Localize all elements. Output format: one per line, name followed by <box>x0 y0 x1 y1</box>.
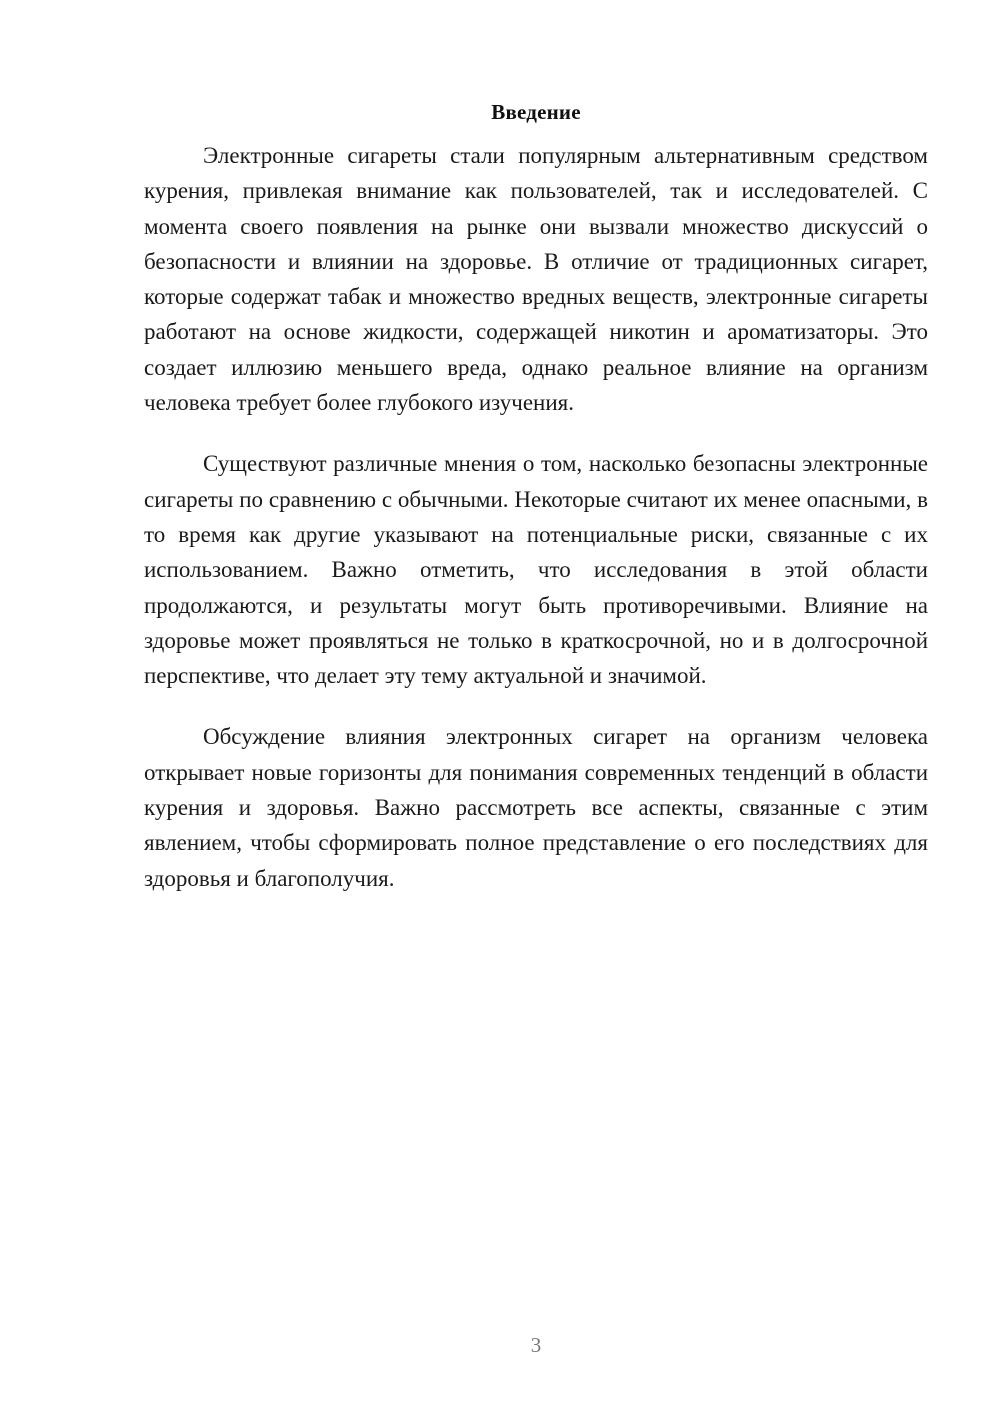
page-content <box>144 96 928 896</box>
intro-paragraph-2: Существуют различные мнения о том, насколько безопасны электронные сигареты по сравнению с обычными. Некоторые считают их менее опасными, в то время как другие указывают на потенциальные риски, связанные с их использованием. Важно отметить, что исследования в этой области продолжаются, и результаты могут быть противоречивыми. Влияние на здоровье может проявляться не только в краткосрочной, но и в долгосрочной перспективе, что делает эту тему актуальной и значимой. <box>144 451 928 689</box>
intro-paragraph-3: Обсуждение влияния электронных сигарет на организм человека открывает новые горизонты для понимания современных тенденций в области курения и здоровья. Важно рассмотреть все аспекты, связанные с этим явлением, чтобы сформировать полное представление о его последствиях для здоровья и благополучия. <box>144 724 928 891</box>
page-number: 3 <box>530 1333 542 1357</box>
section-title: Введение <box>491 100 581 124</box>
intro-paragraph-1: Электронные сигареты стали популярным альтернативным средством курения, привлекая внимание как пользователей, так и исследователей. С момента своего появления на рынке они вызвали множество дискуссий о безопасности и влиянии на здоровье. В отличие от традиционных сигарет, которые содержат табак и множество вредных веществ, электронные сигареты работают на основе жидкости, содержащей никотин и ароматизаторы. Это создает иллюзию меньшего вреда, однако реальное влияние на организм человека требует более глубокого изучения. <box>144 143 928 416</box>
